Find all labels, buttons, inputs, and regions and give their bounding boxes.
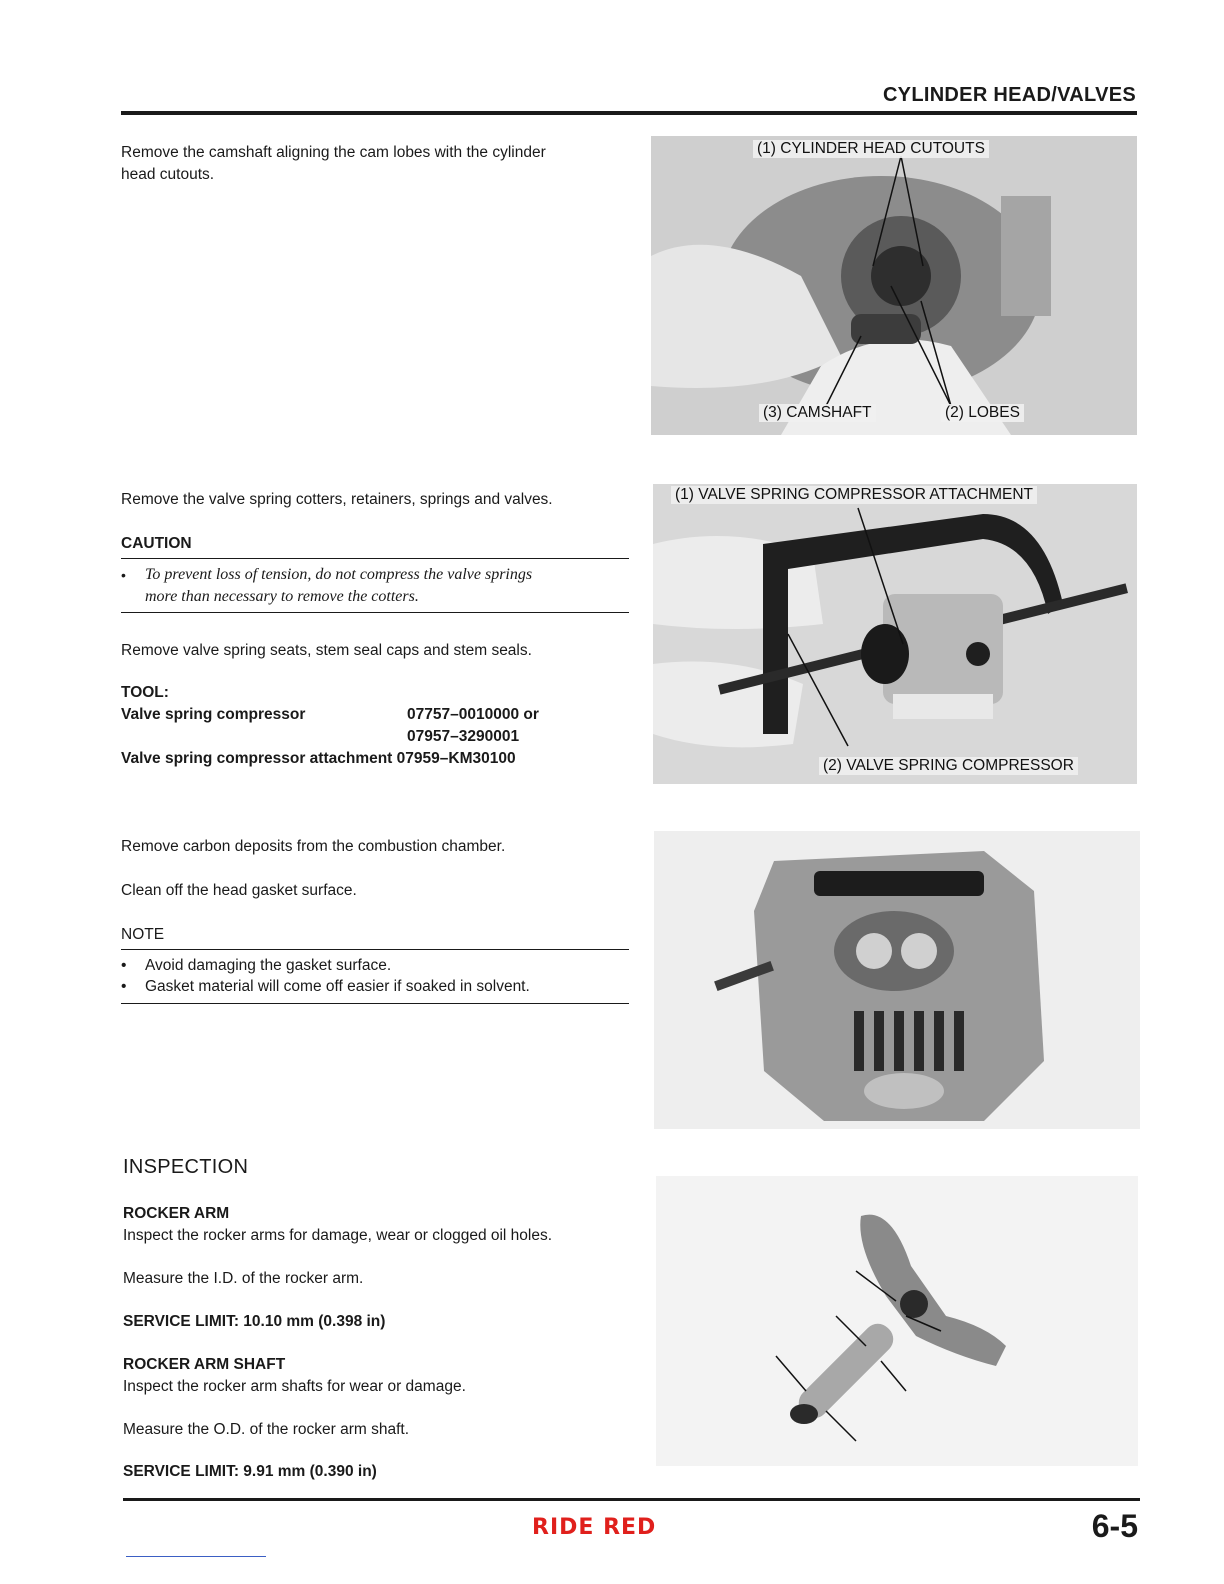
- callout-compressor-attachment: (1) VALVE SPRING COMPRESSOR ATTACHMENT: [671, 486, 1037, 504]
- tool-1-number-a: 07757–0010000 or: [407, 706, 539, 723]
- caution-line-1: To prevent loss of tension, do not compress the valve springs: [145, 566, 533, 583]
- section-header-title: CYLINDER HEAD/VALVES: [882, 84, 1136, 106]
- rocker-arm-inspect-text: Inspect the rocker arms for damage, wear or clogged oil holes.: [123, 1227, 553, 1244]
- callout-valve-spring-compressor: (2) VALVE SPRING COMPRESSOR: [819, 757, 1078, 775]
- callout-camshaft: (3) CAMSHAFT: [759, 404, 876, 422]
- gasket-instruction: Clean off the head gasket surface.: [121, 882, 357, 899]
- camshaft-removal-photo: [651, 136, 1137, 435]
- callout-cylinder-head-cutouts: (1) CYLINDER HEAD CUTOUTS: [753, 140, 989, 158]
- note-item: [121, 976, 633, 997]
- rocker-arm-service-limit: SERVICE LIMIT: 10.10 mm (0.398 in): [123, 1313, 386, 1330]
- inspection-title: INSPECTION: [123, 1156, 249, 1178]
- callout-lobes: (2) LOBES: [941, 404, 1024, 422]
- carbon-instruction: Remove carbon deposits from the combustion chamber.: [121, 838, 506, 855]
- note-text-2: Gasket material will come off easier if soaked in solvent.: [145, 978, 530, 995]
- rocker-arm-shaft-measure-text: Measure the O.D. of the rocker arm shaft.: [123, 1421, 410, 1438]
- valve-removal-instruction: Remove the valve spring cotters, retainers, springs and valves.: [121, 491, 553, 508]
- page-number: 6-5: [1091, 1508, 1138, 1544]
- header-rule: [121, 111, 1137, 115]
- cylinder-head-photo: [654, 831, 1140, 1129]
- link-underline: [126, 1556, 266, 1557]
- caution-label: CAUTION: [121, 535, 192, 552]
- note-rule-bottom: [121, 1003, 629, 1004]
- caution-bullet: •: [121, 567, 126, 583]
- note-label: NOTE: [121, 926, 165, 943]
- rocker-arm-measure-text: Measure the I.D. of the rocker arm.: [123, 1270, 364, 1287]
- rocker-arm-shaft-inspect-text: Inspect the rocker arm shafts for wear or damage.: [123, 1378, 466, 1395]
- note-bullet: •: [121, 957, 127, 974]
- spring-seat-instruction: Remove valve spring seats, stem seal caps and stem seals.: [121, 642, 532, 659]
- tool-label: TOOL:: [121, 684, 169, 701]
- caution-box: [121, 564, 633, 608]
- note-text-1: Avoid damaging the gasket surface.: [145, 957, 392, 974]
- note-bullet: •: [121, 978, 127, 995]
- tool-1-name: Valve spring compressor: [121, 706, 306, 723]
- rocker-arm-photo: [656, 1176, 1138, 1466]
- camshaft-instruction-line-1: Remove the camshaft aligning the cam lobes with the cylinder: [121, 144, 546, 161]
- caution-rule-bottom: [121, 612, 629, 613]
- rocker-arm-shaft-heading: ROCKER ARM SHAFT: [123, 1356, 286, 1373]
- caution-rule-top: [121, 558, 629, 559]
- tool-1-number-b: 07957–3290001: [407, 728, 520, 745]
- footer-brand: RIDE RED: [532, 1515, 657, 1540]
- camshaft-instruction-line-2: head cutouts.: [121, 166, 215, 183]
- note-list: [121, 955, 633, 997]
- camshaft-instruction: [121, 142, 641, 186]
- note-rule-top: [121, 949, 629, 950]
- valve-spring-compressor-photo: [653, 484, 1137, 784]
- note-item: [121, 955, 633, 976]
- footer-rule: [123, 1498, 1140, 1501]
- rocker-arm-heading: ROCKER ARM: [123, 1205, 230, 1222]
- caution-line-2: more than necessary to remove the cotters.: [145, 588, 419, 605]
- tool-2-name: Valve spring compressor attachment 07959–KM30100: [121, 750, 516, 767]
- rocker-arm-shaft-service-limit: SERVICE LIMIT: 9.91 mm (0.390 in): [123, 1463, 377, 1480]
